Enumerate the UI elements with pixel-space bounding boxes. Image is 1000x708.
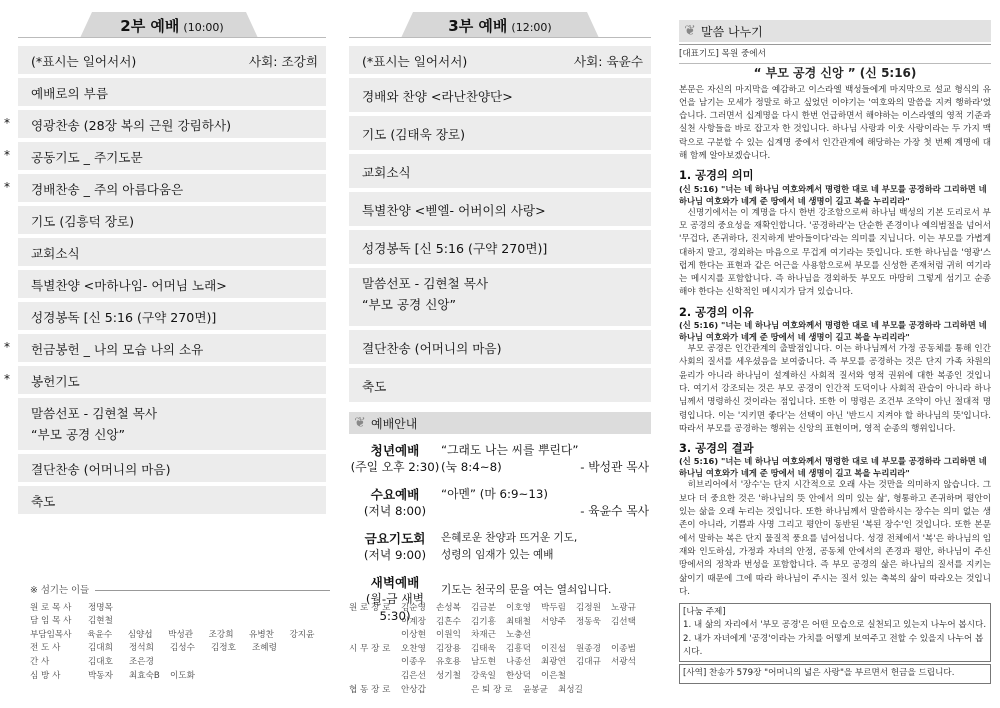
elder-name: 강욱일 bbox=[471, 670, 496, 681]
elder-name: 이종범 bbox=[611, 643, 636, 654]
staff-row bbox=[30, 602, 330, 616]
order-item-text: 기도 (김흥덕 장로) bbox=[31, 213, 134, 229]
elder-name: 김선택 bbox=[611, 616, 636, 627]
staff-role: 부담임목사 bbox=[30, 629, 72, 640]
order-item bbox=[4, 110, 326, 138]
elder-role bbox=[349, 670, 401, 684]
elder-row bbox=[349, 670, 651, 684]
elder-name: 서광석 bbox=[611, 657, 636, 668]
notes-body bbox=[679, 48, 991, 684]
benediction: 축도 bbox=[31, 493, 56, 509]
order-item bbox=[4, 174, 326, 202]
staff-name: 정명목 bbox=[88, 602, 113, 613]
prayer-tag: [대표기도] 목원 중에서 bbox=[679, 49, 766, 59]
staff-row bbox=[30, 615, 330, 629]
sermon-title: “부모 공경 신앙” bbox=[362, 297, 457, 312]
staff-row bbox=[30, 629, 330, 643]
staff-name: 김대호 bbox=[88, 656, 113, 667]
elder-name: 이진섭 bbox=[541, 643, 566, 654]
staff-role: 전 도 사 bbox=[30, 643, 61, 654]
notes-title: 말씀 나누기 bbox=[701, 24, 763, 39]
order-item-text: 기도 (김태욱 장로) bbox=[362, 126, 465, 142]
elder-name: 윤봉균 bbox=[523, 684, 548, 695]
staff-row bbox=[30, 656, 330, 670]
elder-name: 최광연 bbox=[541, 657, 566, 668]
staff-name: 유병찬 bbox=[249, 629, 274, 640]
elder-name: 나종선 bbox=[506, 657, 531, 668]
elder-role: 시 무 장 로 bbox=[349, 643, 391, 654]
order-item-text: 경배찬송 _ 주의 아름다움은 bbox=[31, 181, 184, 197]
staff-name: 김대희 bbox=[88, 643, 113, 654]
share-item: 1. 내 삶의 자리에서 '부모 공경'은 어떤 모습으로 실천되고 있는지 나누어 봅시다. bbox=[683, 620, 987, 631]
divider bbox=[349, 37, 651, 38]
stand-mark: * bbox=[4, 148, 10, 162]
order-item bbox=[18, 454, 326, 482]
notice-name: 청년예배 bbox=[370, 443, 420, 458]
order-item-text: 특별찬양 <벧엘- 어버이의 사랑> bbox=[362, 202, 546, 218]
order-item bbox=[349, 330, 651, 364]
elder-name: 김순영 bbox=[401, 603, 426, 613]
staff-name: 박성관 bbox=[168, 629, 194, 640]
notice-item bbox=[349, 486, 651, 520]
elder-name: 남도현 bbox=[471, 657, 496, 668]
order-item-text: 성경봉독 [신 5:16 (구약 270면)] bbox=[31, 309, 217, 325]
stand-note: (*표시는 일어서서) bbox=[31, 53, 137, 69]
order-item bbox=[18, 302, 326, 330]
elder-role: 원 로 장 로 bbox=[349, 603, 391, 613]
staff-name: 정석희 bbox=[129, 643, 154, 654]
elder-name: 이은철 bbox=[541, 670, 566, 681]
share-title: [나눔 주제] bbox=[683, 607, 726, 618]
tab-title-text: 2부 예배 bbox=[120, 17, 180, 35]
notes-header bbox=[679, 20, 991, 42]
section-verse: (신 5:16) "너는 네 하나님 여호와께서 명령한 대로 네 부모를 공경하라 그리하면 네 하나님 여호와가 네게 준 땅에서 네 생명이 길고 복을 누리리라" bbox=[679, 320, 987, 343]
order-item bbox=[18, 238, 326, 266]
elder-name: 이계장 bbox=[401, 616, 426, 627]
order-item-text: 교회소식 bbox=[362, 164, 411, 180]
staff-role: 원 로 목 사 bbox=[30, 602, 72, 613]
divider bbox=[679, 63, 991, 64]
elder-name: 손성복 bbox=[436, 603, 461, 613]
elder-name: 정동욱 bbox=[576, 616, 601, 627]
sermon-item bbox=[18, 398, 326, 450]
order-list bbox=[349, 46, 651, 402]
order-item-text: 공동기도 _ 주기도문 bbox=[31, 149, 143, 165]
order-item bbox=[4, 142, 326, 170]
order-item-text: 특별찬양 <마하나임- 어머님 노래> bbox=[31, 277, 227, 293]
leaf-icon: ❦ bbox=[354, 415, 366, 431]
tab-title bbox=[18, 15, 326, 36]
elder-name: 유호용 bbox=[436, 657, 461, 668]
notice-speaker: - 박성관 목사 bbox=[580, 460, 649, 474]
elder-name: 김태욱 bbox=[471, 643, 496, 654]
notice-time: (저녁 9:00) bbox=[363, 548, 427, 562]
notice-header bbox=[349, 412, 651, 434]
elders-list bbox=[349, 602, 651, 697]
order-item bbox=[4, 334, 326, 362]
benediction: 축도 bbox=[362, 378, 387, 394]
elder-name: 박두림 bbox=[541, 603, 566, 613]
tab-time: (12:00) bbox=[511, 21, 552, 34]
notice-title: 예배안내 bbox=[371, 416, 418, 431]
elder-name: 이호영 bbox=[506, 603, 531, 613]
staff-row bbox=[30, 642, 330, 656]
stand-note: (*표시는 일어서서) bbox=[362, 53, 468, 69]
section-title: 2. 공경의 이유 bbox=[679, 305, 754, 319]
tab-title bbox=[349, 15, 651, 36]
elder-row bbox=[349, 616, 651, 630]
elder-row bbox=[349, 602, 651, 616]
staff-name: 김성수 bbox=[170, 643, 195, 654]
notice-desc: 기도는 천국의 문을 여는 열쇠입니다. bbox=[441, 584, 612, 596]
elder-name: 노광규 bbox=[611, 603, 636, 613]
divider bbox=[18, 37, 326, 38]
staff-title bbox=[30, 584, 330, 598]
staff-row bbox=[30, 670, 330, 684]
staff-name: 최효숙B bbox=[129, 670, 160, 681]
elder-row bbox=[349, 656, 651, 670]
notice-time: (주일 오후 2:30) bbox=[350, 460, 440, 474]
intro-paragraph: 본문은 자신의 마지막을 예감하고 이스라엘 백성들에게 마지막으로 설교 형식의 유언을 남기는 모세가 정말로 하고 싶었던 이야기는 '여호와의 말씀을 지켜 행하라'였습니다. 그러면서 십계명을 다시 한번 언급하면서 해야하는 이스라엘의 영적 기준과 실천 사항들을 바로 잡고자 한 것입니다. 하나님 사랑과 이웃 사랑이라는 두 가지 맥락으로 구분할 수 있는 십계명 중에서 인간관계에 해당하는 가장 첫 번째 계명에 대해 함께 알아보겠습니다. bbox=[679, 84, 991, 162]
elder-name: 차재근 bbox=[471, 630, 496, 641]
elder-row bbox=[349, 643, 651, 657]
elder-name: 성기철 bbox=[436, 670, 461, 681]
order-item bbox=[18, 206, 326, 234]
notice-time: (저녁 8:00) bbox=[363, 504, 427, 518]
order-item-text: 교회소식 bbox=[31, 245, 80, 261]
elder-rows bbox=[349, 602, 651, 697]
staff-name: 조은경 bbox=[129, 656, 154, 667]
staff-name: 강지윤 bbox=[289, 629, 315, 640]
order-item-text: 경배와 찬양 <라난찬양단> bbox=[362, 88, 513, 104]
stand-mark: * bbox=[4, 340, 10, 354]
section-title: 1. 공경의 의미 bbox=[679, 169, 754, 183]
staff-title-text: ※ 섬기는 이들 bbox=[30, 585, 90, 596]
elder-name: 이원익 bbox=[436, 630, 461, 641]
sermon-preacher: 말씀선포 - 김현철 목사 bbox=[31, 406, 158, 421]
order-item bbox=[349, 192, 651, 226]
sermon-preacher: 말씀선포 - 김현철 목사 bbox=[362, 276, 489, 291]
section-verse: (신 5:16) "너는 네 하나님 여호와께서 명령한 대로 네 부모를 공경하라 그리하면 네 하나님 여호와가 네게 준 땅에서 네 생명이 길고 복을 누리리라" bbox=[679, 456, 987, 479]
order-item-text: 헌금봉헌 _ 나의 모습 나의 소유 bbox=[31, 341, 204, 357]
order-item-text: 성경봉독 [신 5:16 (구약 270면)] bbox=[362, 240, 548, 256]
elder-name: 김흥덕 bbox=[506, 643, 531, 654]
elder-role bbox=[349, 656, 401, 670]
notice-title-text: “아멘” (마 6:9~13) bbox=[441, 487, 548, 501]
staff-name: 육윤수 bbox=[87, 629, 113, 640]
notice-title-text: “그래도 나는 씨를 뿌린다” bbox=[441, 443, 579, 457]
elder-name: 최태철 bbox=[506, 616, 531, 627]
leader: 사회: 조강희 bbox=[248, 53, 318, 69]
staff-role: 담 임 목 사 bbox=[30, 616, 72, 627]
notice-item bbox=[349, 530, 651, 564]
staff-name: 김현철 bbox=[88, 616, 113, 627]
order-item bbox=[18, 270, 326, 298]
staff-name: 박동자 bbox=[88, 670, 113, 681]
leader: 사회: 육윤수 bbox=[573, 53, 643, 69]
order-item bbox=[18, 486, 326, 514]
service-tab bbox=[18, 0, 326, 38]
stand-mark: * bbox=[4, 116, 10, 130]
tab-time: (10:00) bbox=[183, 21, 224, 34]
staff-name: 조혜령 bbox=[252, 643, 277, 654]
share-item: 2. 내가 자녀에게 '공경'이라는 가치를 어떻게 보여주고 전할 수 있을지 나누어 봅시다. bbox=[683, 633, 984, 657]
order-header bbox=[349, 46, 651, 74]
order-item bbox=[18, 78, 326, 106]
elder-row bbox=[349, 629, 651, 643]
order-item-text: 영광찬송 (28장 복의 근원 강림하사) bbox=[31, 117, 232, 133]
order-item-text: 봉헌기도 bbox=[31, 373, 80, 389]
notice-speaker: - 육윤수 목사 bbox=[580, 504, 649, 518]
stand-mark: * bbox=[4, 372, 10, 386]
order-item-text: 예배로의 부름 bbox=[31, 85, 108, 101]
section-body: 신명기에서는 이 계명을 다시 한번 강조함으로써 하나님 백성의 기본 도리로서 부모 공경의 중요성을 재확인합니다. '공경하라'는 단순한 존경이나 예의범절을 넘어서 '무겁다, 존귀하다, 진지하게 받아들이다'라는 의미를 지닙니다. 이는 부모를 가볍게 대하지 말고, 경외하는 마음으로 무겁게 여기라는 뜻입니다. 또한 하나님을 '영광'스럽게 한다는 표현과 같은 어근을 사용함으로써 부모를 신성한 존재처럼 귀히 여기라는 메시지를 포함합니다. 즉 하나님을 경외하듯 부모도 마땅히 그렇게 섬기고 순종해야 한다는 신학적인 메시지가 담겨 있습니다. bbox=[679, 207, 991, 298]
sermon-title: “부모 공경 신앙” bbox=[31, 427, 126, 442]
elder-row bbox=[349, 684, 651, 698]
elder-name: 김기흥 bbox=[471, 616, 496, 627]
notice-name: 금요기도회 bbox=[364, 531, 426, 546]
order-item bbox=[349, 368, 651, 402]
staff-role: 간 사 bbox=[30, 656, 50, 667]
elder-name: 은 퇴 장 로 bbox=[471, 684, 513, 695]
elder-name: 김은선 bbox=[401, 670, 426, 681]
elder-role bbox=[349, 629, 401, 643]
staff-name: 김정호 bbox=[211, 643, 236, 654]
order-header bbox=[18, 46, 326, 74]
staff-rows bbox=[30, 602, 330, 684]
elder-name: 이종우 bbox=[401, 657, 426, 668]
section-body: 부모 공경은 인간관계의 출발점입니다. 이는 하나님께서 가정 공동체를 통해 인간 사회의 질서를 세우셨음을 보여줍니다. 즉 부모를 공경하는 것은 단지 가족 차원의 윤리가 아니라 하나님이 설계하신 사회적 질서와 영적 권위에 대한 복종인 것입니다. 여기서 강조되는 것은 부모 공경이 인간적 도덕이나 사회적 관습이 아니라 하나님께서 명령하신 것이라는 점입니다. 또한 이 명령은 조건부 조약이 아닌 절대적 명령입니다. 이는 '지키면 좋다'는 선택이 아닌 '반드시 지켜야 할 하나님의 뜻'입니다. 따라서 부모를 공경하는 행위는 신앙의 표현이며, 영적 순종의 행위입니다. bbox=[679, 344, 991, 434]
elder-name: 노충선 bbox=[506, 630, 531, 641]
notice-desc: 은혜로운 찬양과 뜨거운 기도, bbox=[441, 532, 578, 544]
elder-name: 원종경 bbox=[576, 643, 601, 654]
offering-note: [사역] 찬송가 579장 "어머니의 넓은 사랑"을 부르면서 헌금을 드립니다. bbox=[679, 664, 991, 683]
sermon-notes-column bbox=[679, 0, 991, 708]
order-item bbox=[349, 116, 651, 150]
elder-name: 오찬영 bbox=[401, 643, 426, 654]
order-item bbox=[4, 366, 326, 394]
divider bbox=[679, 44, 991, 45]
elder-name: 이상현 bbox=[401, 630, 426, 641]
elder-name: 서양주 bbox=[541, 616, 566, 627]
sermon-heading: “ 부모 공경 신앙 ” (신 5:16) bbox=[753, 66, 917, 81]
notice-name: 수요예배 bbox=[370, 487, 420, 502]
leaf-icon: ❦ bbox=[684, 23, 696, 39]
section-verse: (신 5:16) "너는 네 하나님 여호와께서 명령한 대로 네 부모를 공경하라 그리하면 네 하나님 여호와가 네게 준 땅에서 네 생명이 길고 복을 누리리라" bbox=[679, 183, 987, 206]
elder-name: 최성길 bbox=[558, 684, 583, 695]
elder-name: 한상덕 bbox=[506, 670, 531, 681]
elder-name bbox=[436, 684, 471, 698]
order-item bbox=[349, 78, 651, 112]
staff-name: 조강희 bbox=[208, 629, 234, 640]
order-item bbox=[349, 230, 651, 264]
notice-list bbox=[349, 442, 651, 625]
order-list bbox=[4, 46, 326, 514]
section-body: 히브리어에서 '장수'는 단지 시간적으로 오래 사는 것만을 의미하지 않습니다. 그보다 더 중요한 것은 '하나님의 뜻 안에서 의미 있는 삶', 형통하고 존귀하며 평안이 있는 삶을 오래 누리는 것입니다. 또한 하나님께서 말씀하시는 장수는 의미 없는 생존이 아니라, 기쁨과 사명 그리고 평안이 동반된 '복된 장수'인 것입니다. 또한 본문에서 말하는 복은 단지 물질적 풍요를 넘어섭니다. 성경 전체에서 '복'은 하나님의 임재와 인도하심, 가정과 자녀의 안정, 공동체 안에서의 존경과 평안, 하나님이 주신 땅에서의 정착과 번성을 포함합니다. 즉 부모 공경의 삶은 하나님의 질서를 지키는 삶이기 때문에 그에 따라 하나님이 주시는 질서 있는 축복의 삶이 따라오는 것입니다. bbox=[679, 480, 991, 597]
notice-time: (월-금 새벽 5:30) bbox=[365, 592, 425, 623]
elder-name: 안상갑 bbox=[401, 684, 426, 695]
elder-role: 협 동 장 로 bbox=[349, 684, 391, 695]
elder-role bbox=[349, 616, 401, 630]
closing-hymn: 결단찬송 (어머니의 마음) bbox=[31, 461, 171, 477]
notice-desc: 성령의 임재가 있는 예배 bbox=[441, 549, 554, 561]
order-item bbox=[349, 154, 651, 188]
share-box bbox=[679, 603, 991, 662]
elder-name: 김금분 bbox=[471, 603, 496, 613]
staff-name: 이도화 bbox=[170, 670, 195, 681]
stand-mark: * bbox=[4, 180, 10, 194]
notice-verse: (눅 8:4~8) bbox=[441, 460, 502, 474]
closing-hymn: 결단찬송 (어머니의 마음) bbox=[362, 340, 502, 356]
staff-role: 심 방 사 bbox=[30, 670, 61, 681]
elder-name: 김흔수 bbox=[436, 616, 461, 627]
notice-item bbox=[349, 442, 651, 476]
section-title: 3. 공경의 결과 bbox=[679, 442, 754, 456]
elder-name: 김대규 bbox=[576, 657, 601, 668]
tab-title-text: 3부 예배 bbox=[448, 17, 508, 35]
staff-list bbox=[30, 584, 330, 683]
elder-name: 김장용 bbox=[436, 643, 461, 654]
staff-name: 심양섭 bbox=[127, 629, 153, 640]
service-tab bbox=[349, 0, 651, 38]
notice-name: 새벽예배 bbox=[370, 575, 420, 590]
elder-name: 김정원 bbox=[576, 603, 601, 613]
sermon-item bbox=[349, 268, 651, 326]
